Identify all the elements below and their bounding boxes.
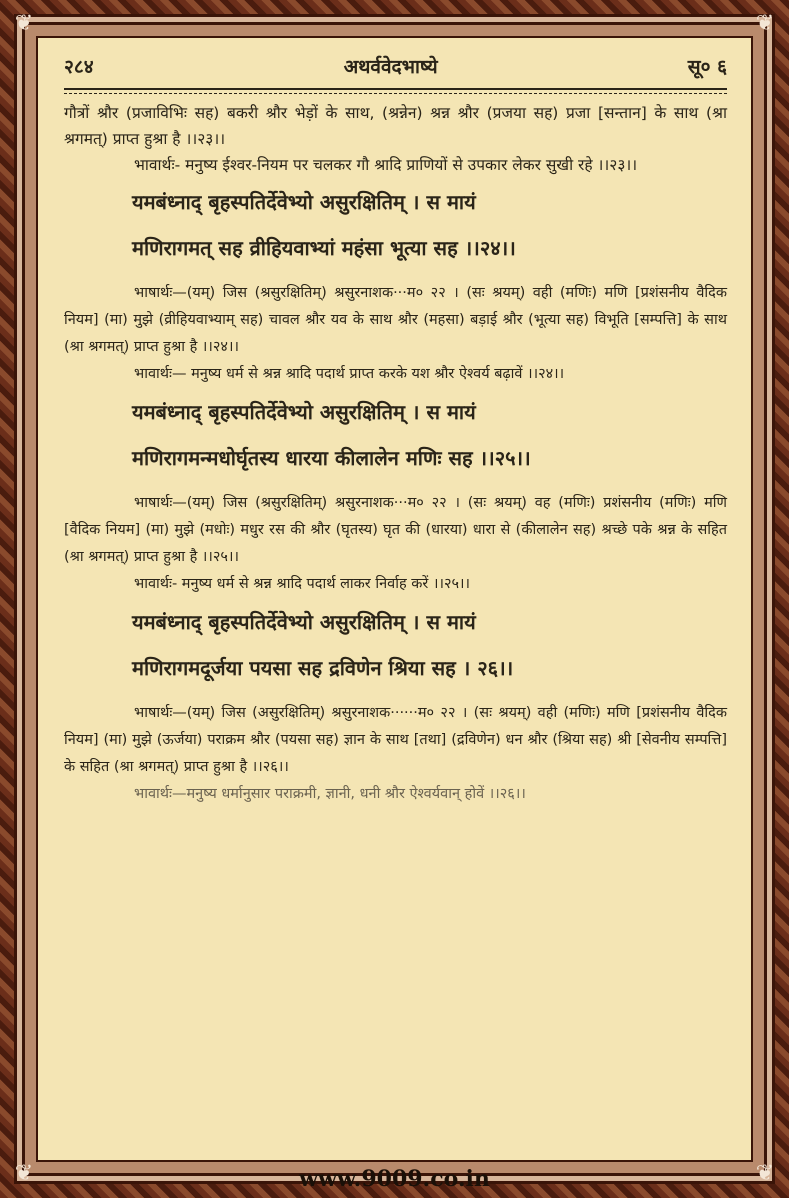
corner-ornament-icon: ❦ (755, 1161, 775, 1186)
mantra-24 (132, 188, 727, 262)
intro-bhavarth: भावार्थः- मनुष्य ईश्वर-नियम पर चलकर गौ श्रादि प्राणियों से उपकार लेकर सुखी रहे ।।२३।। (134, 156, 638, 174)
mantra-line: यमबंध्नाद् बृहस्पतिर्देवेभ्यो असुरक्षितिम् । स मायं (132, 190, 476, 214)
page-number: २८४ (64, 56, 94, 78)
corner-ornament-icon: ❦ (14, 1161, 34, 1186)
bhavarth-24: भावार्थः— मनुष्य धर्म से श्रन्न श्रादि पदार्थ प्राप्त करके यश श्रौर ऐश्वर्य बढ़ावें ।।२४।। (134, 366, 565, 382)
meaning-25: भाषार्थः—(यम्) जिस (श्रसुरक्षितिम्) श्रसुरनाशक···म० २२ । (सः श्रयम्) वह (मणिः) प्रशंसनीय (मणिः) मणि [वैदिक नियम] (मा) मुझे (मधोः) मधुर रस की श्रौर (घृतस्य) घृत की (धारया) धारा से (कीलालेन सह) श्रच्छे पके श्रन्न के सहित (श्रा श्रगमत्) प्राप्त हुश्रा है ।।२५।। (64, 495, 727, 565)
corner-ornament-icon: ❦ (755, 11, 775, 36)
intro-line: गौत्रों श्रौर (प्रजाविभिः सह) बकरी श्रौर भेड़ों के साथ, (श्रन्नेन) श्रन्न श्रौर (प्रजया सह) प्रजा [सन्तान] के साथ (श्रा श्रगमत्) प्राप्त हुश्रा है ।।२३।। (64, 104, 727, 148)
mantra-line: मणिरागमन्मधोर्घृतस्य धारया कीलालेन मणिः सह ।।२५।। (132, 446, 531, 470)
mantra-line: मणिरागमदूर्जया पयसा सह द्रविणेन श्रिया सह । २६।। (132, 656, 514, 680)
meaning-26: भाषार्थः—(यम्) जिस (असुरक्षितिम्) श्रसुरनाशक······म० २२ । (सः श्रयम्) वही (मणिः) मणि [प्रशंसनीय वैदिक नियम] (मा) मुझे (ऊर्जया) पराक्रम श्रौर (पयसा सह) ज्ञान के साथ [तथा] (द्रविणेन) धन श्रौर (श्रिया सह) श्री [सेवनीय सम्पत्ति] के सहित (श्रा श्रगमत्) प्राप्त हुश्रा है ।।२६।। (64, 705, 727, 775)
corner-ornament-icon: ❦ (14, 11, 34, 36)
page-header (64, 50, 727, 82)
mantra-line: यमबंध्नाद् बृहस्पतिर्देवेभ्यो असुरक्षितिम् । स मायं (132, 400, 476, 424)
bhavarth-25: भावार्थः- मनुष्य धर्म से श्रन्न श्रादि पदार्थ लाकर निर्वाह करें ।।२५।। (134, 576, 471, 592)
meaning-24: भाषार्थः—(यम्) जिस (श्रसुरक्षितिम्) श्रसुरनाशक···म० २२ । (सः श्रयम्) वही (मणिः) मणि [प्रशंसनीय वैदिक नियम] (मा) मुझे (व्रीहियवाभ्याम् सह) चावल श्रौर यव के साथ श्रौर (महसा) बड़ाई श्रौर (भूत्या सह) विभूति [सम्पत्ति] के साथ (श्रा श्रगमत्) प्राप्त हुश्रा है ।।२४।। (64, 285, 727, 355)
book-title: अथर्ववेदभाष्ये (343, 56, 438, 78)
bhavarth-26: भावार्थः—मनुष्य धर्मानुसार पराक्रमी, ज्ञानी, धनी श्रौर ऐश्वर्यवान् होवें ।।२६।। (134, 786, 526, 802)
scanned-page (36, 36, 753, 1162)
mantra-line: यमबंध्नाद् बृहस्पतिर्देवेभ्यो असुरक्षितिम् । स मायं (132, 610, 476, 634)
mantra-line: मणिरागमत् सह व्रीहियवाभ्यां महंसा भूत्या सह ।।२४।। (132, 236, 516, 260)
mantra-25 (132, 398, 727, 472)
mantra-26 (132, 608, 727, 682)
header-rule (64, 88, 727, 90)
website-footer: www.9009.co.in (299, 1166, 490, 1192)
sukta-label: सू० ६ (687, 56, 727, 78)
